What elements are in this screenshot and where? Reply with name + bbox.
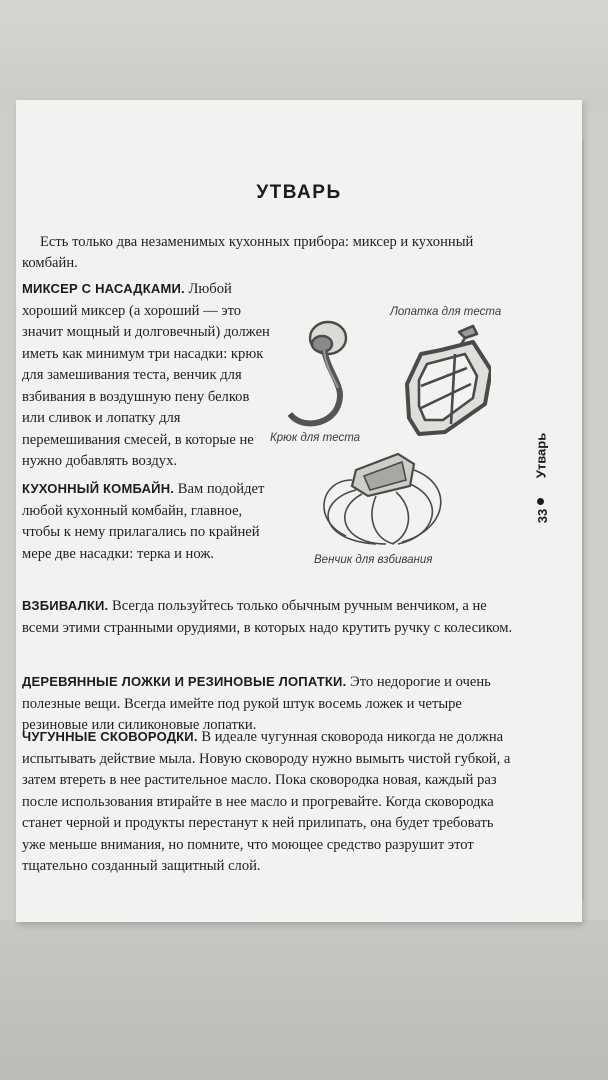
whisks-text: Всегда пользуйтесь только обычным ручным венчиком, а не всеми этими странными орудиями, в которых надо крутить ручку с колесиком. — [22, 598, 513, 636]
mixer-text: Любой хороший миксер (а хороший — это значит мощный и долговечный) должен иметь как минимум три насадки: крюк для замешивания теста, венчик для взбивания в воздушную пену белков или сливок и лопатку для перемешивания смесей, в которые не нужно добавлять воздух. — [22, 281, 270, 469]
combine-text: Вам подойдет любой кухонный комбайн, главное, чтобы к нему прилагались по крайней мере две насадки: терка и нож. — [22, 481, 265, 562]
spatula-caption: Лопатка для теста — [390, 306, 502, 318]
background-top — [0, 0, 608, 110]
whisks-paragraph — [22, 595, 520, 639]
wooden-heading: ДЕРЕВЯННЫЕ ЛОЖКИ И РЕЗИНОВЫЕ ЛОПАТКИ. — [22, 674, 347, 689]
page-title: УТВАРЬ — [256, 182, 342, 203]
spatula-illustration — [381, 324, 491, 436]
combine-paragraph — [22, 478, 268, 565]
intro-paragraph: Есть только два незаменимых кухонных прибора: миксер и кухонный комбайн. — [22, 234, 474, 271]
whisks-heading: ВЗБИВАЛКИ. — [22, 598, 109, 613]
cast-iron-text: В идеале чугунная сковорода никогда не должна испытывать действие мыла. Новую сковороду нужно вымыть чистой губкой, а затем втереть в нее растительное масло. Пока сковородка новая, каждый раз после использования втирайте в нее масло и прогревайте. Когда сковородка станет черной и продукты перестанут к ней прилипать, она будет требовать уже меньше внимания, но помните, что моющее средство разрушит этот тщательно созданный защитный слой. — [22, 729, 511, 874]
whisk-illustration — [306, 440, 456, 550]
book-page — [16, 100, 582, 922]
cast-iron-heading: ЧУГУННЫЕ СКОВОРОДКИ. — [22, 729, 198, 744]
running-head-text: Утварь — [533, 432, 549, 479]
wooden-text: Это недорогие и очень полезные вещи. Всегда имейте под рукой штук восемь ложек и четыре резиновые или силиконовые лопатки. — [22, 674, 491, 733]
whisk-caption: Венчик для взбивания — [314, 554, 433, 566]
combine-heading: КУХОННЫЙ КОМБАЙН. — [22, 481, 175, 496]
background-bottom — [0, 920, 608, 1080]
running-head — [521, 430, 565, 490]
mixer-heading: МИКСЕР С НАСАДКАМИ. — [22, 281, 185, 296]
hook-illustration — [278, 318, 358, 430]
cast-iron-paragraph — [22, 726, 520, 878]
page-number: 33 — [535, 508, 550, 524]
hook-caption: Крюк для теста — [270, 432, 361, 444]
mixer-paragraph — [22, 278, 270, 473]
